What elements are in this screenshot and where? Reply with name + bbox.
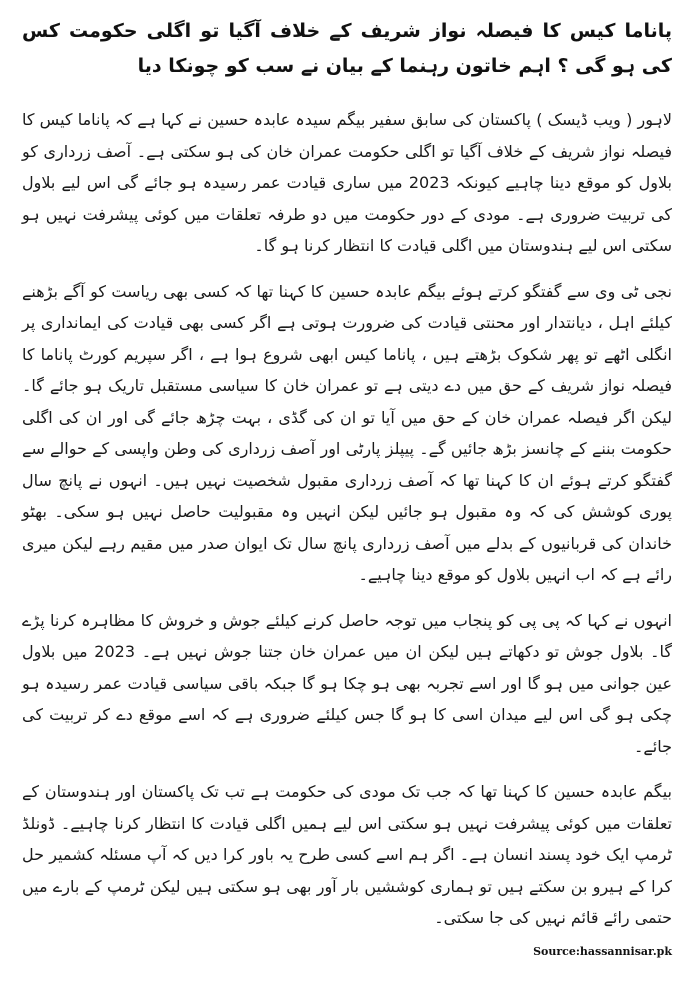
article-headline: پاناما کیس کا فیصلہ نواز شریف کے خلاف آگیا تو اگلی حکومت کس کی ہو گی ؟ اہم خاتون رہنما کے بیان نے سب کو چونکا دیا: [22, 20, 672, 77]
article-paragraph-2: نجی ٹی وی سے گفتگو کرتے ہوئے بیگم عابدہ حسین کا کہنا تھا کہ کسی بھی ریاست کو آگے بڑھنے کیلئے اہل ، دیانتدار اور محنتی قیادت کی ضرورت ہوتی ہے اگر کسی بھی قیادت کی ایمانداری پر انگلی اٹھے تو پھر شکوک بڑھتے ہیں ، پاناما کیس ابھی شروع ہوا ہے ، اگر سپریم کورٹ پاناما کا فیصلہ نواز شریف کے حق میں دے دیتی ہے تو عمران خان کا سیاسی مستقبل تاریک ہو جائے گا۔ لیکن اگر فیصلہ عمران خان کے حق میں آیا تو ان کی گڈی ، بہت چڑھ جائے گی اور ان کی اگلی حکومت بننے کے چانسز بڑھ جائیں گے۔ پیپلز پارٹی اور آصف زرداری کی وطن واپسی کے حوالے سے گفتگو کرتے ہوئے ان کا کہنا تھا کہ آصف زرداری مقبول شخصیت نہیں ہیں۔ انہوں نے پانچ سال پوری کوشش کی کہ وہ مقبول ہو جائیں لیکن انہیں وہ مقبولیت حاصل نہیں ہو سکی۔ بھٹو خاندان کی قربانیوں کے بدلے میں آصف زرداری پانچ سال تک ایوان صدر میں مقیم رہے لیکن میری رائے ہے کہ اب انہیں بلاول کو موقع دینا چاہیے۔: [22, 281, 672, 584]
article-paragraph-4: بیگم عابدہ حسین کا کہنا تھا کہ جب تک مودی کی حکومت ہے تب تک پاکستان اور ہندوستان کے تعلقات میں کوئی پیشرفت نہیں ہو سکتی اس لیے ہمیں اگلی قیادت کا انتظار کرنا چاہیے۔ ڈونلڈ ٹرمپ ایک خود پسند انسان ہے۔ اگر ہم اسے کسی طرح یہ باور کرا دیں کہ آپ مسئلہ کشمیر حل کرا کے ہیرو بن سکتے ہیں تو ہماری کوششیں بار آور بھی ہو سکتی ہیں لیکن ٹرمپ کے بارے میں حتمی رائے قائم نہیں کی جا سکتی۔: [22, 782, 672, 927]
article-paragraph-1: لاہور ( ویب ڈیسک ) پاکستان کی سابق سفیر بیگم سیدہ عابدہ حسین نے کہا ہے کہ پاناما کیس کا فیصلہ نواز شریف کے خلاف آگیا تو اگلی حکومت عمران خان کی ہو سکتی ہے۔ آصف زرداری کو بلاول کو موقع دینا چاہیے کیونکہ 2023 میں ساری قیادت عمر رسیدہ ہو جائے گی اس لیے بلاول کی تربیت ضروری ہے۔ مودی کے دور حکومت میں دو طرفہ تعلقات میں کوئی پیشرفت نہیں ہو سکتی اس لیے ہندوستان میں اگلی قیادت کا انتظار کرنا ہو گا۔: [22, 110, 673, 255]
source-credit: Source:hassannisar.pk: [533, 945, 672, 958]
article-paragraph-3: انہوں نے کہا کہ پی پی کو پنجاب میں توجہ حاصل کرنے کیلئے جوش و خروش کا مظاہرہ کرنا پڑے گا۔ بلاول جوش تو دکھاتے ہیں لیکن ان میں عمران خان جتنا جوش نہیں ہے۔ 2023 میں بلاول عین جوانی میں ہو گا اور اسے تجربہ بھی ہو چکا ہو گا جبکہ باقی سیاسی قیادت عمر رسیدہ ہو چکی ہو گی اس لیے میدان اسی کا ہو گا جس کیلئے ضروری ہے کہ اسے موقع دے کر تربیت کی جائے۔: [22, 610, 672, 756]
